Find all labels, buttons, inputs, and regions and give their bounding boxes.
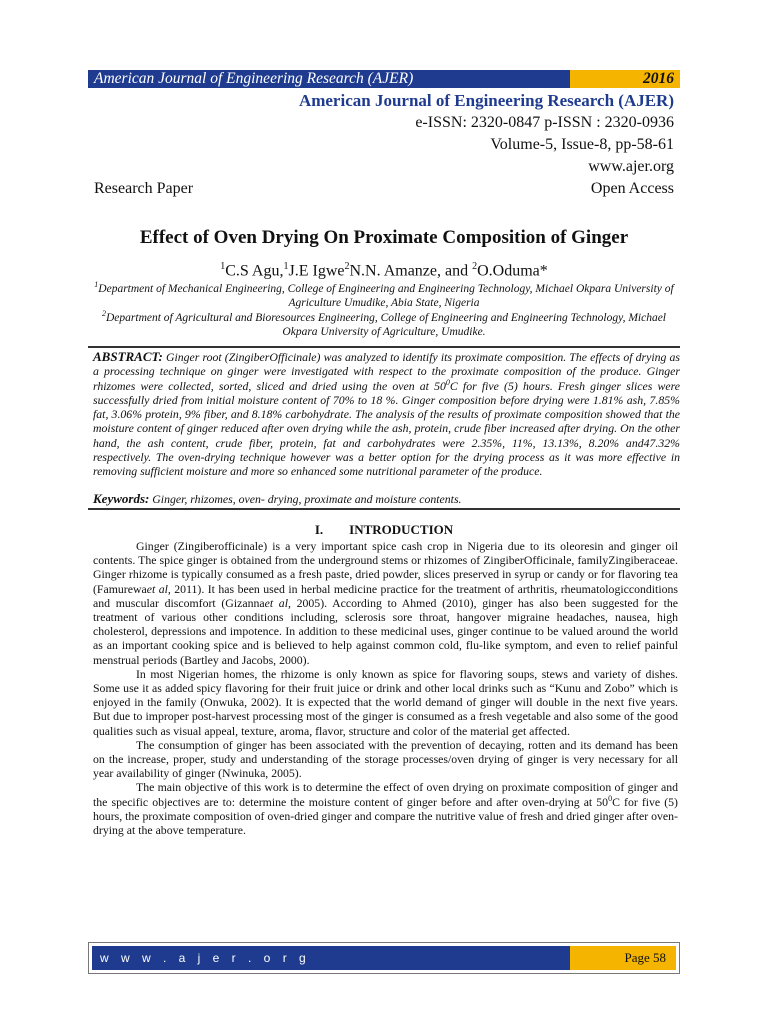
- abstract-sup: 0: [445, 377, 450, 387]
- paragraph: The consumption of ginger has been associated with the prevention of decaying, rotten and its demand has been on the increase, proper, study and understanding of the storage processes/oven drying of ginger is very necessary for all year availability of ginger (Nwinuka, 2005).: [93, 737, 678, 781]
- paragraph: [93, 780, 678, 837]
- page-footer: [88, 942, 680, 974]
- abstract-text-cont: C for five (5) hours. Fresh ginger slices were successfully dried from initial moisture content of 70% to 18 %. Ginger composition before drying were 1.81% ash, 7.85% fat, 3.06% protein, 9% fiber, and 8.18% carbohydrate. The analysis of the results of proximate composition showed that the moisture content of ginger reduced after oven drying while the ash, protein, crude fiber increased after drying. On the other hand, the ash content, crude fiber, protein, fat and carbohydrates were 2.35%, 11%, 13.13%, 8.20% and47.32% respectively. The oven-drying technique however was a better option for the drying process as it was more effective in removing sufficient moisture and more so enhanced some nutritional parameter of the produce.: [93, 378, 680, 479]
- affiliation-1: [88, 278, 680, 311]
- paragraph-sup: 0: [608, 793, 613, 803]
- section-title: INTRODUCTION: [349, 522, 454, 537]
- author-name: C.S Agu,: [225, 262, 284, 280]
- author-name: J.E Igwe: [288, 262, 345, 280]
- paragraph-text: , 2005). According to Ahmed (2010), ginger has also been suggested for the treatment of various other conditions including, sclerosis sore throat, hangover migraine headaches, nausea, high cholesterol, depressions and impotence. In addition to these medicinal uses, ginger continue to be valued around the world as an important cooking spice and is believed to help against common cold, flu-like symptom, and even to relief painful menstrual periods (Bartley and Jacobs, 2000).: [93, 595, 679, 667]
- affiliation-text: Department of Agricultural and Bioresources Engineering, College of Engineering and Engineering Technology, Michael Okpara University of Agriculture, Umudike.: [105, 311, 666, 339]
- paragraph-text: The main objective of this work is to determine the effect of oven drying on proximate composition of ginger and the specific objectives are to: determine the moisture content of ginger before and after oven-drying at 50: [93, 780, 678, 809]
- paper-title: Effect of Oven Drying On Proximate Composition of Ginger: [139, 227, 629, 248]
- author-sup: 2: [344, 261, 350, 272]
- issn: e-ISSN: 2320-0847 p-ISSN : 2320-0936: [415, 114, 674, 131]
- paragraph-text: 2011). It has been used in herbal medicine practice for the treatment of arthritis, rheumatologicconditions and muscular discomfort (Gizanna: [93, 581, 679, 610]
- keywords-text: Ginger, rhizomes, oven- drying, proximate and moisture contents.: [149, 492, 462, 506]
- italic-etal: et al,: [146, 581, 171, 596]
- author-sup: 2: [472, 261, 478, 272]
- page-number: Page 58: [570, 946, 676, 970]
- keywords-label: Keywords:: [93, 491, 150, 506]
- author-sup: 1: [283, 261, 289, 272]
- paragraph-text: Ginger (Zingiberofficinale) is a very important spice cash crop in Nigeria due to its oleoresin and ginger oil contents. The spice ginger is obtained from the underground stems or rhizomes of ZingiberOfficinale, familyZingiberaceae. Ginger rhizome is typically consumed as a fresh paste, dried powder, slices preserved in syrup or candy or for flavoring tea (Famurewa: [93, 539, 678, 596]
- journal-name: American Journal of Engineering Research (AJER): [298, 91, 674, 110]
- abstract-top-rule: [88, 346, 680, 348]
- abstract-label: ABSTRACT:: [93, 349, 163, 364]
- section-heading: [88, 522, 680, 538]
- affiliation-sup: 1: [94, 280, 99, 289]
- affiliation-sup: 2: [101, 309, 106, 318]
- banner-year: 2016: [570, 70, 680, 88]
- paragraph-text: C for five (5) hours, the proximate composition of oven-dried ginger and compare the nutritive value of fresh and dried ginger after oven-drying at the above temperature.: [93, 794, 678, 838]
- journal-info: [299, 90, 674, 178]
- footer-website[interactable]: w w w . a j e r . o r g: [92, 946, 570, 970]
- author-name: O.Oduma*: [477, 262, 548, 280]
- author-name: N.N. Amanze, and: [349, 262, 473, 280]
- keywords-bottom-rule: [88, 508, 680, 510]
- author-sup: 1: [220, 261, 226, 272]
- abstract: [93, 350, 680, 479]
- affiliation-text: Department of Mechanical Engineering, College of Engineering and Engineering Technology, Michael Okpara University of Agriculture Umudike, Abia State, Nigeria: [98, 282, 674, 310]
- italic-etal: et al: [264, 595, 288, 610]
- introduction-body: [93, 539, 678, 837]
- volume-info: Volume-5, Issue-8, pp-58-61: [490, 136, 674, 153]
- paragraph: [93, 539, 678, 667]
- paragraph: In most Nigerian homes, the rhizome is only known as spice for flavoring soups, stews and variety of dishes. Some use it as added spicy flavoring for their fruit juice or drink and other local drinks such as “Kunu and Zobo” which is enjoyed in the family (Onwuka, 2002). It is expected that the world demand of ginger will double in the next five years. But due to improper post-harvest processing most of the ginger is consumed as a fresh vegetable and also some of the good qualities such as visual appeal, texture, aroma, flavor, structure and color of the material get affected.: [93, 666, 678, 738]
- section-number: I.: [314, 522, 324, 537]
- paper-type-row: [94, 178, 674, 200]
- affiliation-2: [88, 307, 680, 340]
- abstract-text: Ginger root (ZingiberOfficinale) was analyzed to identify its proximate composition. The effects of drying as a processing technique on ginger were investigated with respect to the proximate composition of the produce. Ginger rhizomes were collected, sorted, sliced and dried using the oven at 50: [93, 350, 680, 393]
- banner-journal-name: American Journal of Engineering Research (AJER): [88, 70, 570, 88]
- keywords: [93, 492, 680, 506]
- access-type: Open Access: [590, 180, 674, 197]
- header-banner: [88, 70, 680, 88]
- paper-type: Research Paper: [94, 180, 194, 197]
- journal-website[interactable]: www.ajer.org: [588, 158, 674, 175]
